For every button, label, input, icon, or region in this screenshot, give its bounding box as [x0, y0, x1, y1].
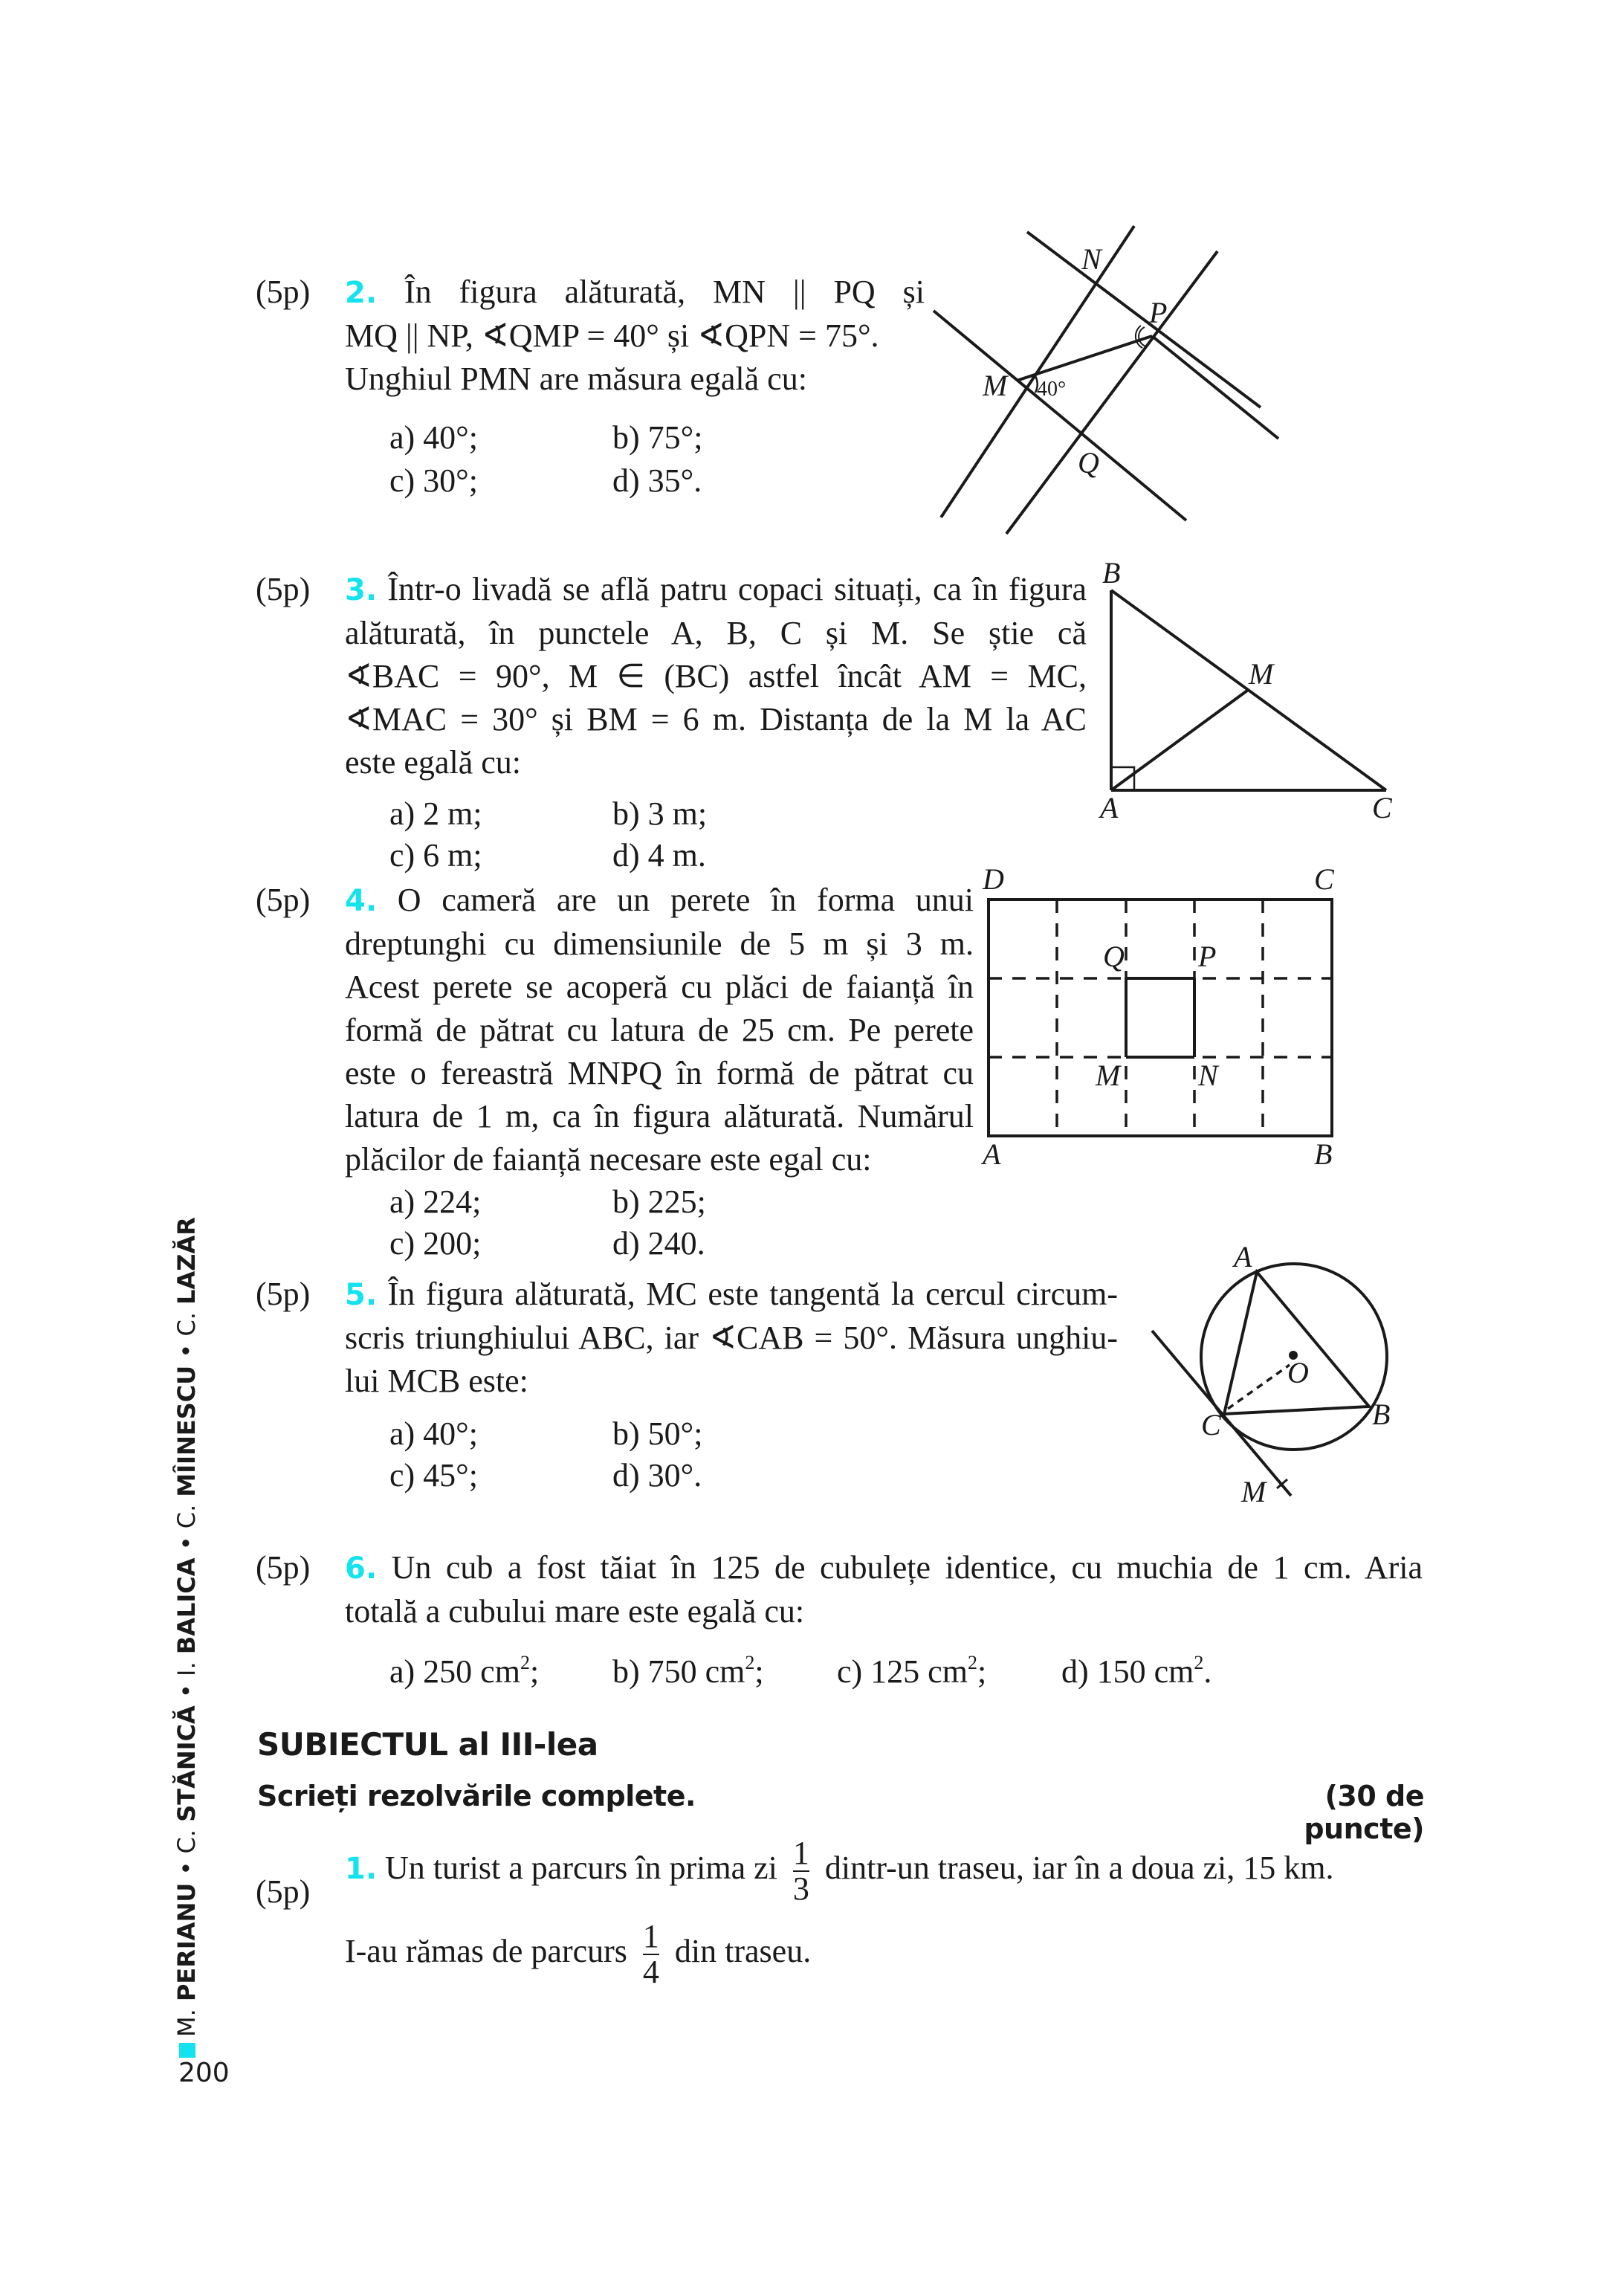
option-c[interactable]: c) 30°;	[389, 462, 479, 499]
label-A: A	[1100, 791, 1119, 824]
label-A: A	[1234, 1240, 1252, 1273]
problem-text: Un turist a parcurs în prima zi	[385, 1850, 777, 1887]
option-c[interactable]: c) 6 m;	[389, 837, 482, 874]
problem-text-line: MQ || NP, ∢QMP = 40° și ∢QPN = 75°.	[345, 317, 879, 354]
problem-text: I-au rămas de parcurs	[345, 1933, 627, 1970]
problem-points: (5p)	[256, 882, 311, 918]
problem-text-line: latura de 1 m, ca în figura alăturată. Numărul	[345, 1098, 974, 1134]
option-b[interactable]: b) 50°;	[612, 1415, 703, 1452]
accent-marker	[179, 2043, 195, 2058]
problem-text-line: totală a cubului mare este egală cu:	[345, 1593, 805, 1630]
problem-text-line: Acest perete se acoperă cu plăci de faianță în	[345, 969, 974, 1005]
problem-points: (5p)	[256, 274, 311, 310]
page-number: 200	[178, 2058, 230, 2088]
label-P: P	[1149, 296, 1168, 329]
label-D: D	[983, 862, 1004, 896]
label-O: O	[1287, 1356, 1309, 1389]
problem-text-line: dreptunghi cu dimensiunile de 5 m și 3 m.	[345, 926, 974, 962]
problem-number: 6.	[345, 1551, 378, 1586]
problem-points: (5p)	[256, 1276, 311, 1312]
figure-circle-tangent	[1145, 1240, 1442, 1531]
problem-text-line: Într-o livadă se află patru copaci situați, ca în figura	[387, 571, 1087, 607]
label-M: M	[1241, 1475, 1266, 1508]
problem-text: din traseu.	[674, 1933, 812, 1970]
label-N: N	[1198, 1059, 1218, 1092]
figure-right-triangle	[1100, 556, 1442, 847]
problem-number: 2.	[345, 276, 378, 310]
option-a[interactable]: a) 40°;	[389, 419, 479, 456]
problem-points: (5p)	[256, 571, 311, 607]
label-angle-40: 40°	[1037, 378, 1067, 401]
problem-points: (5p)	[256, 1873, 311, 1910]
option-b[interactable]: b) 3 m;	[612, 795, 708, 832]
option-a[interactable]: a) 2 m;	[389, 795, 482, 832]
option-d[interactable]: d) 30°.	[612, 1457, 702, 1494]
problem-text-line: În figura alăturată, MN || PQ și	[404, 274, 925, 310]
label-M: M	[1096, 1059, 1121, 1092]
problem-text-line: este egală cu:	[345, 744, 521, 781]
side-authors: M. PERIANU • C. STĂNICĂ • I. BALICA • C. MÎINESCU • C. LAZĂR	[172, 1217, 201, 2037]
fraction-one-quarter: $\frac{1}{4}$	[642, 1918, 659, 1990]
label-C: C	[1314, 862, 1334, 896]
label-B: B	[1314, 1137, 1333, 1171]
label-Q: Q	[1103, 940, 1125, 973]
section-points: (30 de puncte)	[1304, 1780, 1424, 1845]
option-c[interactable]: c) 45°;	[389, 1457, 479, 1494]
problem-text-line: O cameră are un perete în forma unui	[397, 882, 974, 918]
problem-number: 1.	[345, 1852, 378, 1887]
section-instruction: Scrieți rezolvările complete.	[257, 1780, 696, 1812]
label-B: B	[1102, 556, 1121, 590]
label-M: M	[983, 369, 1008, 402]
option-d[interactable]: d) 4 m.	[612, 837, 706, 874]
option-b[interactable]: b) 225;	[612, 1184, 706, 1220]
option-b[interactable]: b) 750 $cm^2$;	[612, 1652, 764, 1690]
problem-text: dintr-un traseu, iar în a doua zi, 15 km.	[824, 1850, 1334, 1887]
problem-text-line: plăcilor de faianță necesare este egal cu:	[345, 1141, 872, 1178]
problem-text-line: Un cub a fost tăiat în 125 de cubulețe identice, cu muchia de 1 cm. Aria	[391, 1549, 1423, 1586]
problem-text-line: ∢BAC = 90°, M ∈ (BC) astfel încât AM = MC,	[345, 658, 1087, 694]
problem-text-line: alăturată, în punctele A, B, C și M. Se știe că	[345, 615, 1087, 651]
problem-text-line: În figura alăturată, MC este tangentă la cercul circum-	[387, 1276, 1118, 1312]
option-a[interactable]: a) 40°;	[389, 1415, 479, 1452]
label-C: C	[1201, 1408, 1221, 1441]
problem-text-line: scris triunghiului ABC, iar ∢CAB = 50°. Măsura unghiu-	[345, 1320, 1118, 1356]
label-P: P	[1198, 940, 1217, 973]
option-c[interactable]: c) 125 $cm^2$;	[837, 1652, 987, 1690]
fraction-one-third: $\frac{1}{3}$	[792, 1835, 809, 1907]
problem-number: 3.	[345, 573, 378, 607]
label-M: M	[1249, 657, 1274, 691]
label-A: A	[983, 1137, 1001, 1171]
option-d[interactable]: d) 150 $cm^2$.	[1061, 1652, 1212, 1690]
label-B: B	[1372, 1398, 1391, 1431]
problem-text-line: formă de pătrat cu latura de 25 cm. Pe perete	[345, 1012, 974, 1048]
problem-text-line: lui MCB este:	[345, 1363, 528, 1399]
section-title: SUBIECTUL al III-lea	[257, 1726, 598, 1763]
option-a[interactable]: a) 224;	[389, 1184, 482, 1220]
label-N: N	[1081, 242, 1101, 276]
label-C: C	[1372, 791, 1392, 824]
label-Q: Q	[1078, 446, 1099, 479]
option-d[interactable]: d) 35°.	[612, 462, 702, 499]
figure-wall-with-window	[981, 862, 1427, 1197]
figure-parallelogram	[929, 223, 1464, 550]
problem-number: 5.	[345, 1278, 378, 1312]
problem-text-line: este o fereastră MNPQ în formă de pătrat cu	[345, 1055, 974, 1091]
problem-text-line: Unghiul PMN are măsura egală cu:	[345, 361, 807, 397]
option-b[interactable]: b) 75°;	[612, 419, 703, 456]
option-a[interactable]: a) 250 $cm^2$;	[389, 1652, 540, 1690]
problem-text-line: ∢MAC = 30° și BM = 6 m. Distanța de la M la AC	[345, 701, 1087, 737]
problem-number: 4.	[345, 884, 378, 918]
option-d[interactable]: d) 240.	[612, 1225, 705, 1262]
option-c[interactable]: c) 200;	[389, 1225, 482, 1262]
problem-points: (5p)	[256, 1549, 311, 1586]
